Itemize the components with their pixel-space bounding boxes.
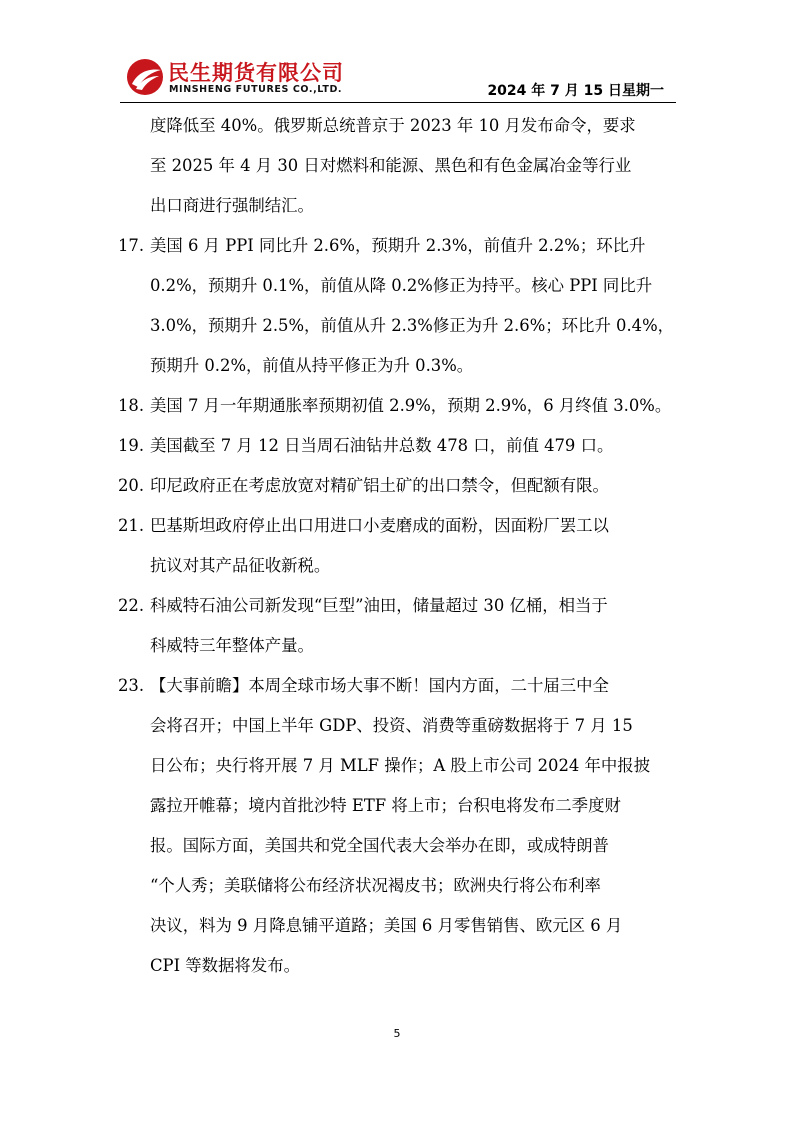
news-item-line: 决议，料为 9 月降息铺平道路；美国 6 月零售销售、欧元区 6 月	[150, 916, 623, 935]
news-item-line: 会将召开；中国上半年 GDP、投资、消费等重磅数据将于 7 月 15	[150, 716, 633, 735]
news-item	[118, 466, 678, 506]
news-item-line	[118, 666, 678, 706]
news-item	[118, 426, 678, 466]
news-item	[118, 226, 678, 386]
continuation-line: 出口商进行强制结汇。	[150, 196, 314, 215]
item-number: 21.	[118, 516, 145, 535]
report-date: 2024 年 7 月 15 日星期一	[487, 83, 664, 99]
item-text: 美国截至 7 月 12 日当周石油钻井总数 478 口，前值 479 口。	[150, 436, 614, 455]
item-number: 19.	[118, 436, 145, 455]
item-text: 巴基斯坦政府停止出口用进口小麦磨成的面粉，因面粉厂罢工以	[150, 516, 609, 535]
continuation-line: 度降低至 40%。俄罗斯总统普京于 2023 年 10 月发布命令，要求	[150, 116, 636, 135]
news-item	[118, 586, 678, 666]
item-number: 20.	[118, 476, 145, 495]
item-number: 18.	[118, 396, 145, 415]
news-list	[118, 106, 678, 986]
item-number: 23.	[118, 676, 145, 695]
logo-english-name: MINSHENG FUTURES CO.,LTD.	[169, 84, 343, 95]
continuation-line: 至 2025 年 4 月 30 日对燃料和能源、黑色和有色金属冶金等行业	[150, 156, 632, 175]
company-logo	[125, 53, 365, 98]
news-item-line: 3.0%，预期升 2.5%，前值从升 2.3%修正为升 2.6%；环比升 0.4%，	[150, 316, 675, 335]
logo-emblem-icon	[125, 57, 165, 97]
news-item-line	[118, 426, 678, 466]
news-item-line: 日公布；央行将开展 7 月 MLF 操作；A 股上市公司 2024 年中报披	[150, 756, 651, 775]
news-item-line: 抗议对其产品征收新税。	[150, 556, 331, 575]
news-item-line: 0.2%，预期升 0.1%，前值从降 0.2%修正为持平。核心 PPI 同比升	[150, 276, 653, 295]
news-item-line: “个人秀；美联储将公布经济状况褐皮书；欧洲央行将公布利率	[150, 876, 601, 895]
news-item-line: 预期升 0.2%，前值从持平修正为升 0.3%。	[150, 356, 474, 375]
item-text: 【大事前瞻】本周全球市场大事不断！国内方面，二十届三中全	[150, 676, 609, 695]
item-text: 美国 6 月 PPI 同比升 2.6%，预期升 2.3%，前值升 2.2%；环比升	[150, 236, 646, 255]
news-item	[118, 506, 678, 586]
item-number: 17.	[118, 236, 145, 255]
news-item-line	[118, 466, 678, 506]
item-text: 美国 7 月一年期通胀率预期初值 2.9%，预期 2.9%，6 月终值 3.0%。	[150, 396, 672, 415]
logo-chinese-name: 民生期货有限公司	[168, 61, 344, 85]
news-item-line	[118, 226, 678, 266]
news-item-line	[118, 386, 678, 426]
header-divider	[120, 102, 676, 103]
news-item-line: CPI 等数据将发布。	[150, 956, 300, 975]
page-header	[120, 50, 676, 102]
item-text: 印尼政府正在考虑放宽对精矿铝土矿的出口禁令，但配额有限。	[150, 476, 609, 495]
news-item-line: 报。国际方面，美国共和党全国代表大会举办在即，或成特朗普	[150, 836, 609, 855]
news-item	[118, 386, 678, 426]
news-item-line: 科威特三年整体产量。	[150, 636, 314, 655]
news-item	[118, 666, 678, 986]
news-item-line: 露拉开帷幕；境内首批沙特 ETF 将上市；台积电将发布二季度财	[150, 796, 621, 815]
news-item-line	[118, 506, 678, 546]
news-item-line	[118, 586, 678, 626]
item-number: 22.	[118, 596, 145, 615]
item-text: 科威特石油公司新发现“巨型”油田，储量超过 30 亿桶，相当于	[150, 596, 608, 615]
page-number: 5	[393, 1027, 401, 1040]
